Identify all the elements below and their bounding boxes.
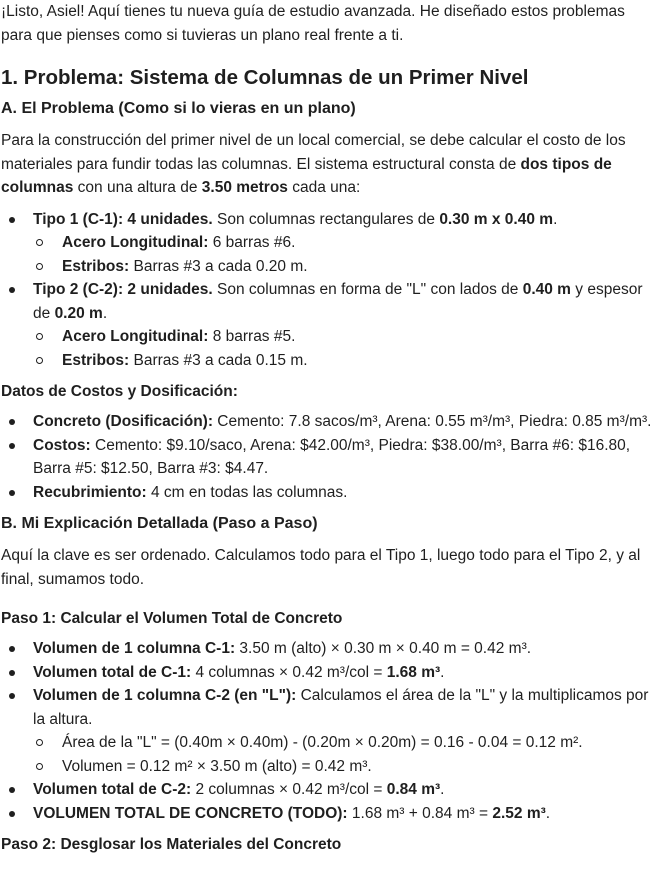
list-item-volumen-c2: Volumen de 1 columna C-2 (en "L"): Calculamos el área de la "L" y la multiplicamos por la altura. Área de la "L" = (0.40m × 0.40m) - (0.20m × 0.20m) = 0.16 - 0.04 = 0.12 m². Volumen = 0.12 m² × 3.50 m (alto) = 0.42 m³.	[1, 684, 654, 778]
list-item-volumen-l: Volumen = 0.12 m² × 3.50 m (alto) = 0.42 m³.	[33, 755, 654, 779]
list-item-tipo-1-estribos: Estribos: Barras #3 a cada 0.20 m.	[33, 255, 654, 279]
list-item-costos: Costos: Cemento: $9.10/saco, Arena: $42.00/m³, Piedra: $38.00/m³, Barra #6: $16.80, Barra #5: $12.50, Barra #3: $4.47.	[1, 434, 654, 481]
column-types-list	[1, 208, 654, 373]
list-item-tipo-2: Tipo 2 (C-2): 2 unidades. Son columnas en forma de "L" con lados de 0.40 m y espesor de 0.20 m. Acero Longitudinal: 8 barras #5. Estribos: Barras #3 a cada 0.15 m.	[1, 278, 654, 372]
tipo-2-sublist	[33, 325, 654, 372]
section-b-heading: B. Mi Explicación Detallada (Paso a Paso)	[1, 515, 318, 532]
list-item-tipo-1: Tipo 1 (C-1): 4 unidades. Son columnas rectangulares de 0.30 m x 0.40 m. Acero Longitudinal: 6 barras #6. Estribos: Barras #3 a cada 0.20 m.	[1, 208, 654, 279]
section-a-heading: A. El Problema (Como si lo vieras en un plano)	[1, 100, 356, 117]
list-item-volumen-c1: Volumen de 1 columna C-1: 3.50 m (alto) × 0.30 m × 0.40 m = 0.42 m³.	[1, 637, 654, 661]
list-item-volumen-total-c1: Volumen total de C-1: 4 columnas × 0.42 m³/col = 1.68 m³.	[1, 661, 654, 685]
list-item-recubrimiento: Recubrimiento: 4 cm en todas las columnas.	[1, 481, 654, 505]
list-item-tipo-2-estribos: Estribos: Barras #3 a cada 0.15 m.	[33, 349, 654, 373]
list-item-volumen-total-concreto: VOLUMEN TOTAL DE CONCRETO (TODO): 1.68 m³ + 0.84 m³ = 2.52 m³.	[1, 802, 654, 826]
list-item-volumen-total-c2: Volumen total de C-2: 2 columnas × 0.42 m³/col = 0.84 m³.	[1, 778, 654, 802]
intro-paragraph: ¡Listo, Asiel! Aquí tienes tu nueva guía de estudio avanzada. He diseñado estos problemas para que pienses como si tuvieras un plano real frente a ti.	[1, 3, 625, 44]
costos-list	[1, 410, 654, 504]
list-item-tipo-1-acero: Acero Longitudinal: 6 barras #6.	[33, 231, 654, 255]
paso-2-heading: Paso 2: Desglosar los Materiales del Concreto	[1, 836, 342, 853]
costos-heading: Datos de Costos y Dosificación:	[1, 383, 238, 400]
problem-description: Para la construcción del primer nivel de un local comercial, se debe calcular el costo de los materiales para fundir todas las columnas. El sistema estructural consta de dos tipos de columnas con una altura de 3.50 metros cada una:	[1, 132, 626, 196]
paso-1-list	[1, 637, 654, 825]
list-item-area-l: Área de la "L" = (0.40m × 0.40m) - (0.20m × 0.20m) = 0.16 - 0.04 = 0.12 m².	[33, 731, 654, 755]
paso-1-heading: Paso 1: Calcular el Volumen Total de Concreto	[1, 610, 343, 627]
tipo-1-sublist	[33, 231, 654, 278]
list-item-concreto: Concreto (Dosificación): Cemento: 7.8 sacos/m³, Arena: 0.55 m³/m³, Piedra: 0.85 m³/m³.	[1, 410, 654, 434]
problem-title: 1. Problema: Sistema de Columnas de un Primer Nivel	[1, 66, 529, 89]
list-item-tipo-2-acero: Acero Longitudinal: 8 barras #5.	[33, 325, 654, 349]
volumen-c2-sublist	[33, 731, 654, 778]
section-b-paragraph: Aquí la clave es ser ordenado. Calculamos todo para el Tipo 1, luego todo para el Tipo 2, y al final, sumamos todo.	[1, 547, 641, 588]
